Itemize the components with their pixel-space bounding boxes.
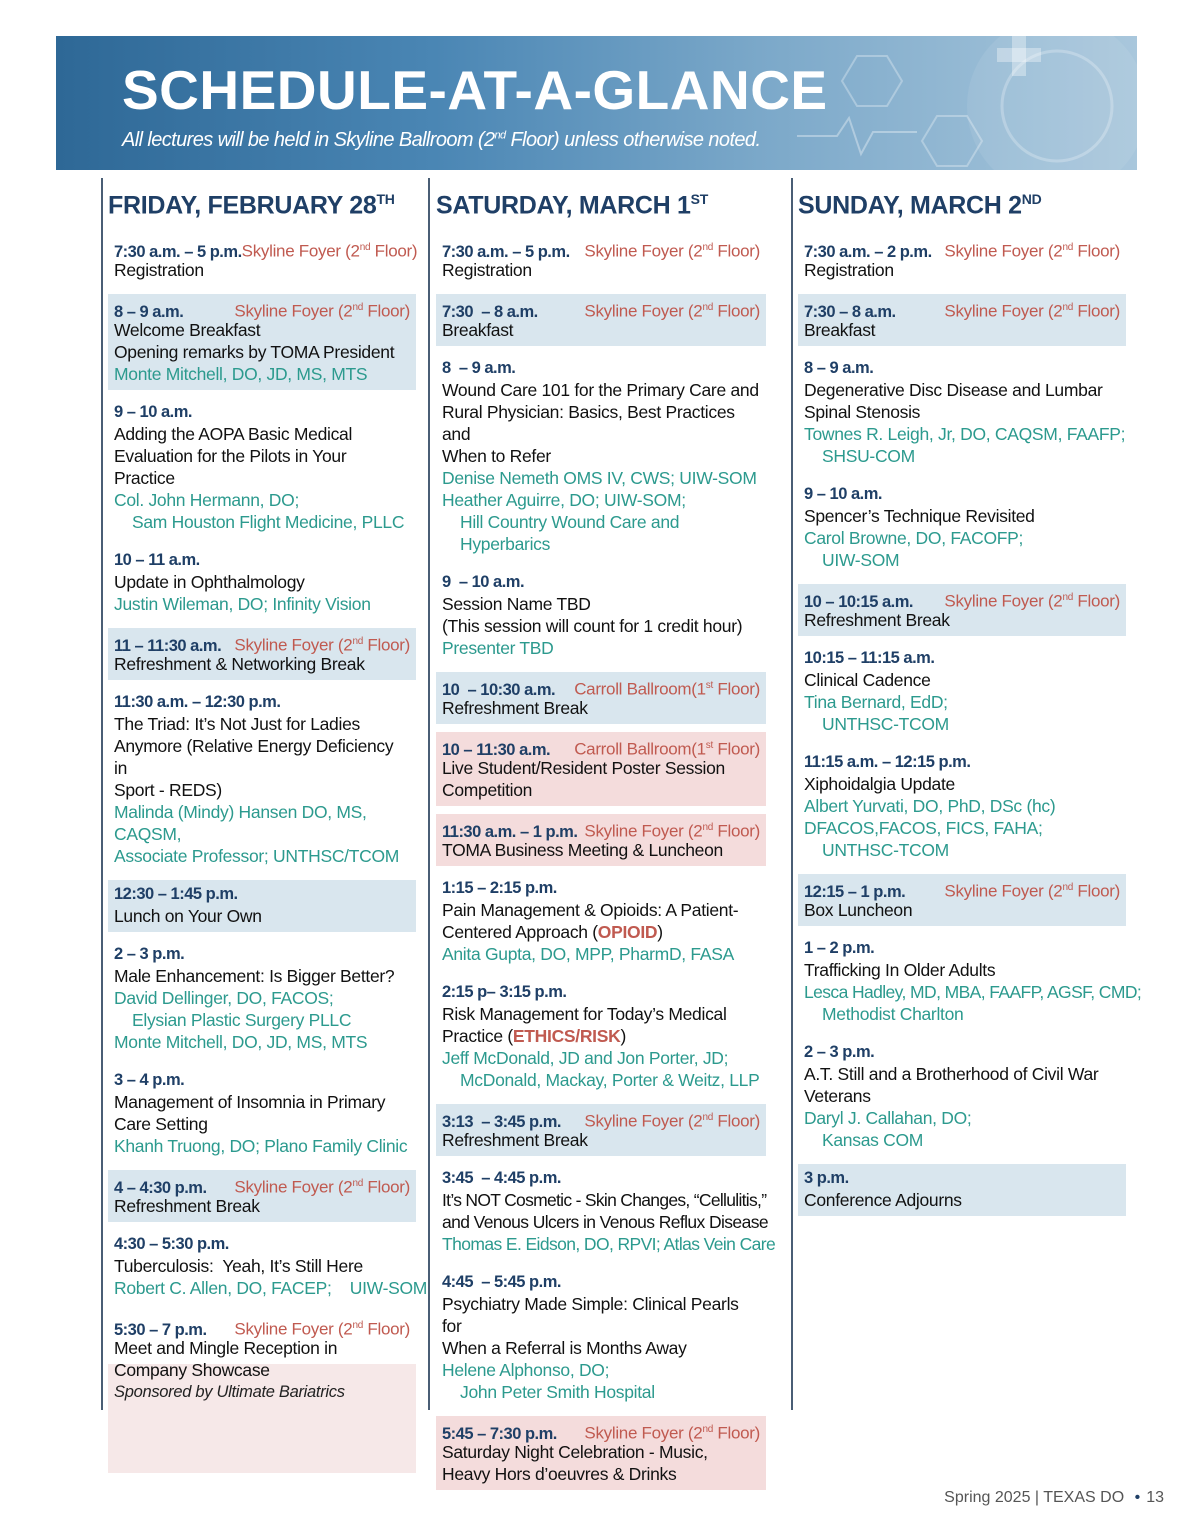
time: 1:15 – 2:15 p.m. — [442, 879, 557, 897]
time: 3 p.m. — [804, 1169, 849, 1187]
time: 3 – 4 p.m. — [114, 1071, 185, 1089]
schedule-item — [798, 480, 1126, 576]
session-title: Live Student/Resident Poster Session — [442, 758, 725, 778]
session-title: A.T. Still and a Brotherhood of Civil War — [804, 1064, 1099, 1084]
schedule-item — [436, 1164, 776, 1260]
schedule-item — [436, 1416, 766, 1490]
speaker: UNTHSC-TCOM — [822, 840, 949, 860]
session-title: Refreshment & Networking Break — [114, 654, 365, 674]
schedule-item — [798, 1164, 1126, 1216]
session-title: Conference Adjourns — [804, 1190, 962, 1210]
time: 7:30 – 8 a.m. — [804, 302, 896, 321]
time: 8 – 9 a.m. — [114, 302, 184, 321]
schedule-item — [108, 628, 416, 680]
bullet: • — [1134, 1489, 1141, 1506]
session-title: Wound Care 101 for the Primary Care and — [442, 380, 759, 400]
schedule-item — [798, 874, 1126, 926]
session-title: Refreshment Break — [442, 698, 588, 718]
session-title: Spencer’s Technique Revisited — [804, 506, 1035, 526]
schedule-item — [436, 294, 766, 346]
location: Skyline Foyer (2nd Floor) — [234, 635, 410, 655]
schedule-item — [436, 978, 766, 1096]
session-title: Registration — [114, 260, 204, 280]
location: Skyline Foyer (2nd Floor) — [234, 1319, 410, 1339]
session-title: When to Refer — [442, 446, 551, 466]
session-title: Breakfast — [804, 320, 876, 340]
page-footer — [944, 1489, 1164, 1507]
speaker: UIW-SOM — [822, 550, 900, 570]
location: Carroll Ballroom(1st Floor) — [574, 739, 760, 759]
time: 9 – 10 a.m. — [442, 573, 525, 591]
speaker: Denise Nemeth OMS IV, CWS; UIW-SOM — [442, 468, 757, 488]
time: 5:45 – 7:30 p.m. — [442, 1424, 557, 1443]
location: Skyline Foyer (2nd Floor) — [584, 1423, 760, 1443]
schedule-item — [108, 294, 416, 390]
speaker: Monte Mitchell, DO, JD, MS, MTS — [114, 364, 368, 384]
speaker: Thomas E. Eidson, DO, RPVI; Atlas Vein Care — [442, 1234, 776, 1254]
schedule-item — [108, 234, 416, 286]
time: 10 – 10:15 a.m. — [804, 592, 913, 611]
time: 10 – 11:30 a.m. — [442, 740, 551, 759]
schedule-item — [798, 294, 1126, 346]
location: Skyline Foyer (2nd Floor) — [241, 241, 418, 261]
time: 11 – 11:30 a.m. — [114, 636, 222, 655]
speaker: Presenter TBD — [442, 638, 554, 658]
speaker: Associate Professor; UNTHSC/TCOM — [114, 846, 400, 866]
schedule-item — [108, 1170, 416, 1222]
session-title: When a Referral is Months Away — [442, 1338, 687, 1358]
schedule-item — [436, 672, 766, 724]
speaker: McDonald, Mackay, Porter & Weitz, LLP — [460, 1070, 760, 1090]
session-title: Rural Physician: Basics, Best Practices and — [442, 402, 735, 444]
time: 9 – 10 a.m. — [114, 403, 192, 421]
column-divider — [428, 178, 430, 1410]
speaker: Tina Bernard, EdD; — [804, 692, 948, 712]
location: Skyline Foyer (2nd Floor) — [944, 241, 1120, 261]
location: Skyline Foyer (2nd Floor) — [584, 821, 760, 841]
speaker: Albert Yurvati, DO, PhD, DSc (hc) — [804, 796, 1056, 816]
speaker: Elysian Plastic Surgery PLLC — [132, 1010, 352, 1030]
time: 5:30 – 7 p.m. — [114, 1320, 207, 1339]
session-title: Anymore (Relative Energy Deficiency in — [114, 736, 394, 778]
page-number: 13 — [1146, 1489, 1164, 1506]
speaker: Hyperbarics — [460, 534, 551, 554]
speaker: Malinda (Mindy) Hansen DO, MS, CAQSM, — [114, 802, 367, 844]
session-title: Evaluation for the Pilots in Your — [114, 446, 347, 466]
session-title: Opening remarks by TOMA President — [114, 342, 395, 362]
schedule-item — [436, 1268, 766, 1408]
session-title: Refreshment Break — [804, 610, 950, 630]
schedule-item — [798, 584, 1126, 636]
session-title: Registration — [442, 260, 532, 280]
session-title: Practice — [114, 468, 175, 488]
session-title: Adding the AOPA Basic Medical — [114, 424, 353, 444]
schedule-item — [108, 1230, 428, 1304]
session-title: The Triad: It’s Not Just for Ladies — [114, 714, 360, 734]
session-title: Update in Ophthalmology — [114, 572, 305, 592]
sponsor-note: Sponsored by Ultimate Bariatrics — [114, 1383, 345, 1401]
time: 4:30 – 5:30 p.m. — [114, 1235, 229, 1253]
session-title: Saturday Night Celebration - Music, — [442, 1442, 708, 1462]
session-title: Session Name TBD — [442, 594, 591, 614]
session-title: Degenerative Disc Disease and Lumbar — [804, 380, 1103, 400]
session-title: Centered Approach (OPIOID) — [442, 922, 663, 942]
session-title: Clinical Cadence — [804, 670, 931, 690]
session-title: Competition — [442, 780, 533, 800]
speaker: DFACOS,FACOS, FICS, FAHA; — [804, 818, 1043, 838]
speaker: Justin Wileman, DO; Infinity Vision — [114, 594, 371, 614]
speaker: Jeff McDonald, JD and Jon Porter, JD; — [442, 1048, 729, 1068]
speaker: Carol Browne, DO, FACOFP; — [804, 528, 1024, 548]
speaker: Sam Houston Flight Medicine, PLLC — [132, 512, 405, 532]
session-title: Registration — [804, 260, 894, 280]
session-title: Tuberculosis: Yeah, It’s Still Here — [114, 1256, 363, 1276]
day-heading: FRIDAY, FEBRUARY 28TH — [108, 191, 395, 220]
speaker: Robert C. Allen, DO, FACEP; UIW-SOM — [114, 1278, 428, 1298]
schedule-item — [436, 732, 766, 806]
speaker: Kansas COM — [822, 1130, 924, 1150]
schedule-item — [436, 1104, 766, 1156]
time: 8 – 9 a.m. — [442, 359, 516, 377]
time: 7:30 a.m. – 5 p.m. — [442, 242, 570, 261]
session-title: Heavy Hors d’oeuvres & Drinks — [442, 1464, 677, 1484]
speaker: Col. John Hermann, DO; — [114, 490, 300, 510]
session-title: Meet and Mingle Reception in — [114, 1338, 338, 1358]
time: 9 – 10 a.m. — [804, 485, 882, 503]
session-title: Sport - REDS) — [114, 780, 222, 800]
schedule-item — [436, 568, 766, 664]
time: 4:45 – 5:45 p.m. — [442, 1273, 561, 1291]
column-divider — [791, 178, 793, 1410]
time: 8 – 9 a.m. — [804, 359, 874, 377]
session-title: It’s NOT Cosmetic - Skin Changes, “Cellulitis,” — [442, 1190, 767, 1210]
time: 4 – 4:30 p.m. — [114, 1178, 207, 1197]
speaker: Khanh Truong, DO; Plano Family Clinic — [114, 1136, 408, 1156]
time: 2:15 p– 3:15 p.m. — [442, 983, 567, 1001]
session-title: Pain Management & Opioids: A Patient- — [442, 900, 739, 920]
page-title: SCHEDULE-AT-A-GLANCE — [122, 59, 828, 121]
time: 3:13 – 3:45 p.m. — [442, 1112, 561, 1131]
day-heading: SATURDAY, MARCH 1ST — [436, 191, 708, 220]
session-title: Breakfast — [442, 320, 514, 340]
schedule-item — [436, 874, 766, 970]
session-title: Trafficking In Older Adults — [804, 960, 996, 980]
location: Carroll Ballroom(1st Floor) — [574, 679, 760, 699]
time: 12:15 – 1 p.m. — [804, 882, 906, 901]
speaker: SHSU-COM — [822, 446, 915, 466]
schedule-item — [798, 1038, 1126, 1156]
credit-tag: OPIOID — [597, 922, 658, 942]
schedule-item — [798, 748, 1126, 866]
session-title: and Venous Ulcers in Venous Reflux Disease — [442, 1212, 768, 1232]
speaker: Townes R. Leigh, Jr, DO, CAQSM, FAAFP; — [804, 424, 1126, 444]
schedule-item — [798, 934, 1142, 1030]
session-title: Risk Management for Today’s Medical — [442, 1004, 727, 1024]
friday-column — [108, 180, 428, 1481]
session-title: Male Enhancement: Is Bigger Better? — [114, 966, 395, 986]
time: 12:30 – 1:45 p.m. — [114, 885, 238, 903]
session-title: Refreshment Break — [442, 1130, 588, 1150]
session-title: Company Showcase — [114, 1360, 270, 1380]
location: Skyline Foyer (2nd Floor) — [234, 301, 410, 321]
session-title: Veterans — [804, 1086, 871, 1106]
time: 10 – 10:30 a.m. — [442, 680, 556, 699]
time: 11:30 a.m. – 12:30 p.m. — [114, 693, 281, 711]
time: 1 – 2 p.m. — [804, 939, 875, 957]
schedule-item — [108, 688, 416, 872]
time: 11:15 a.m. – 12:15 p.m. — [804, 753, 971, 771]
speaker: Heather Aguirre, DO; UIW-SOM; — [442, 490, 686, 510]
location: Skyline Foyer (2nd Floor) — [944, 881, 1120, 901]
schedule-item — [436, 234, 766, 286]
publication-name: TEXAS DO — [1043, 1489, 1125, 1506]
speaker: UNTHSC-TCOM — [822, 714, 949, 734]
session-title: Box Luncheon — [804, 900, 913, 920]
speaker: John Peter Smith Hospital — [460, 1382, 655, 1402]
schedule-item — [108, 1066, 416, 1162]
speaker: Anita Gupta, DO, MPP, PharmD, FASA — [442, 944, 734, 964]
speaker: Lesca Hadley, MD, MBA, FAAFP, AGSF, CMD; — [804, 982, 1142, 1002]
speaker: Monte Mitchell, DO, JD, MS, MTS — [114, 1032, 368, 1052]
session-title: Welcome Breakfast — [114, 320, 261, 340]
time: 10:15 – 11:15 a.m. — [804, 649, 935, 667]
location: Skyline Foyer (2nd Floor) — [944, 301, 1120, 321]
location: Skyline Foyer (2nd Floor) — [584, 1111, 760, 1131]
time: 11:30 a.m. – 1 p.m. — [442, 822, 578, 841]
sunday-column — [798, 180, 1142, 1224]
schedule-item — [108, 398, 416, 538]
session-title: TOMA Business Meeting & Luncheon — [442, 840, 723, 860]
session-title: Care Setting — [114, 1114, 208, 1134]
time: 2 – 3 p.m. — [804, 1043, 875, 1061]
location: Skyline Foyer (2nd Floor) — [234, 1177, 410, 1197]
session-title: Management of Insomnia in Primary — [114, 1092, 386, 1112]
issue-label: Spring 2025 — [944, 1489, 1031, 1506]
session-title: Psychiatry Made Simple: Clinical Pearls for — [442, 1294, 739, 1336]
session-title: Lunch on Your Own — [114, 906, 262, 926]
time: 3:45 – 4:45 p.m. — [442, 1169, 561, 1187]
header-banner — [56, 36, 1137, 170]
speaker: Hill Country Wound Care and — [460, 512, 680, 532]
time: 7:30 – 8 a.m. — [442, 302, 538, 321]
schedule-item — [798, 644, 1126, 740]
session-title: Refreshment Break — [114, 1196, 260, 1216]
schedule-item — [436, 354, 766, 560]
location: Skyline Foyer (2nd Floor) — [584, 241, 760, 261]
schedule-item — [108, 546, 416, 620]
column-divider — [101, 178, 103, 1410]
banner-subtitle: All lectures will be held in Skyline Ballroom (2nd Floor) unless otherwise noted. — [122, 129, 761, 151]
time: 7:30 a.m. – 2 p.m. — [804, 242, 932, 261]
time: 10 – 11 a.m. — [114, 551, 200, 569]
saturday-column — [436, 180, 776, 1498]
time: 7:30 a.m. – 5 p.m. — [114, 242, 242, 261]
speaker: Daryl J. Callahan, DO; — [804, 1108, 972, 1128]
schedule-item — [108, 1312, 416, 1473]
day-heading: SUNDAY, MARCH 2ND — [798, 191, 1042, 220]
session-title: Xiphoidalgia Update — [804, 774, 955, 794]
speaker: David Dellinger, DO, FACOS; — [114, 988, 334, 1008]
location: Skyline Foyer (2nd Floor) — [944, 591, 1120, 611]
schedule-item — [108, 940, 416, 1058]
time: 2 – 3 p.m. — [114, 945, 185, 963]
schedule-item — [108, 880, 416, 932]
credit-tag: ETHICS/RISK — [512, 1026, 621, 1046]
separator: | — [1034, 1489, 1040, 1506]
session-title: Practice (ETHICS/RISK) — [442, 1026, 626, 1046]
schedule-item — [436, 814, 766, 866]
speaker: Methodist Charlton — [822, 1004, 964, 1024]
schedule-item — [798, 234, 1126, 286]
schedule-item — [798, 354, 1126, 472]
session-title: (This session will count for 1 credit hour) — [442, 616, 743, 636]
location: Skyline Foyer (2nd Floor) — [584, 301, 760, 321]
session-title: Spinal Stenosis — [804, 402, 921, 422]
speaker: Helene Alphonso, DO; — [442, 1360, 610, 1380]
